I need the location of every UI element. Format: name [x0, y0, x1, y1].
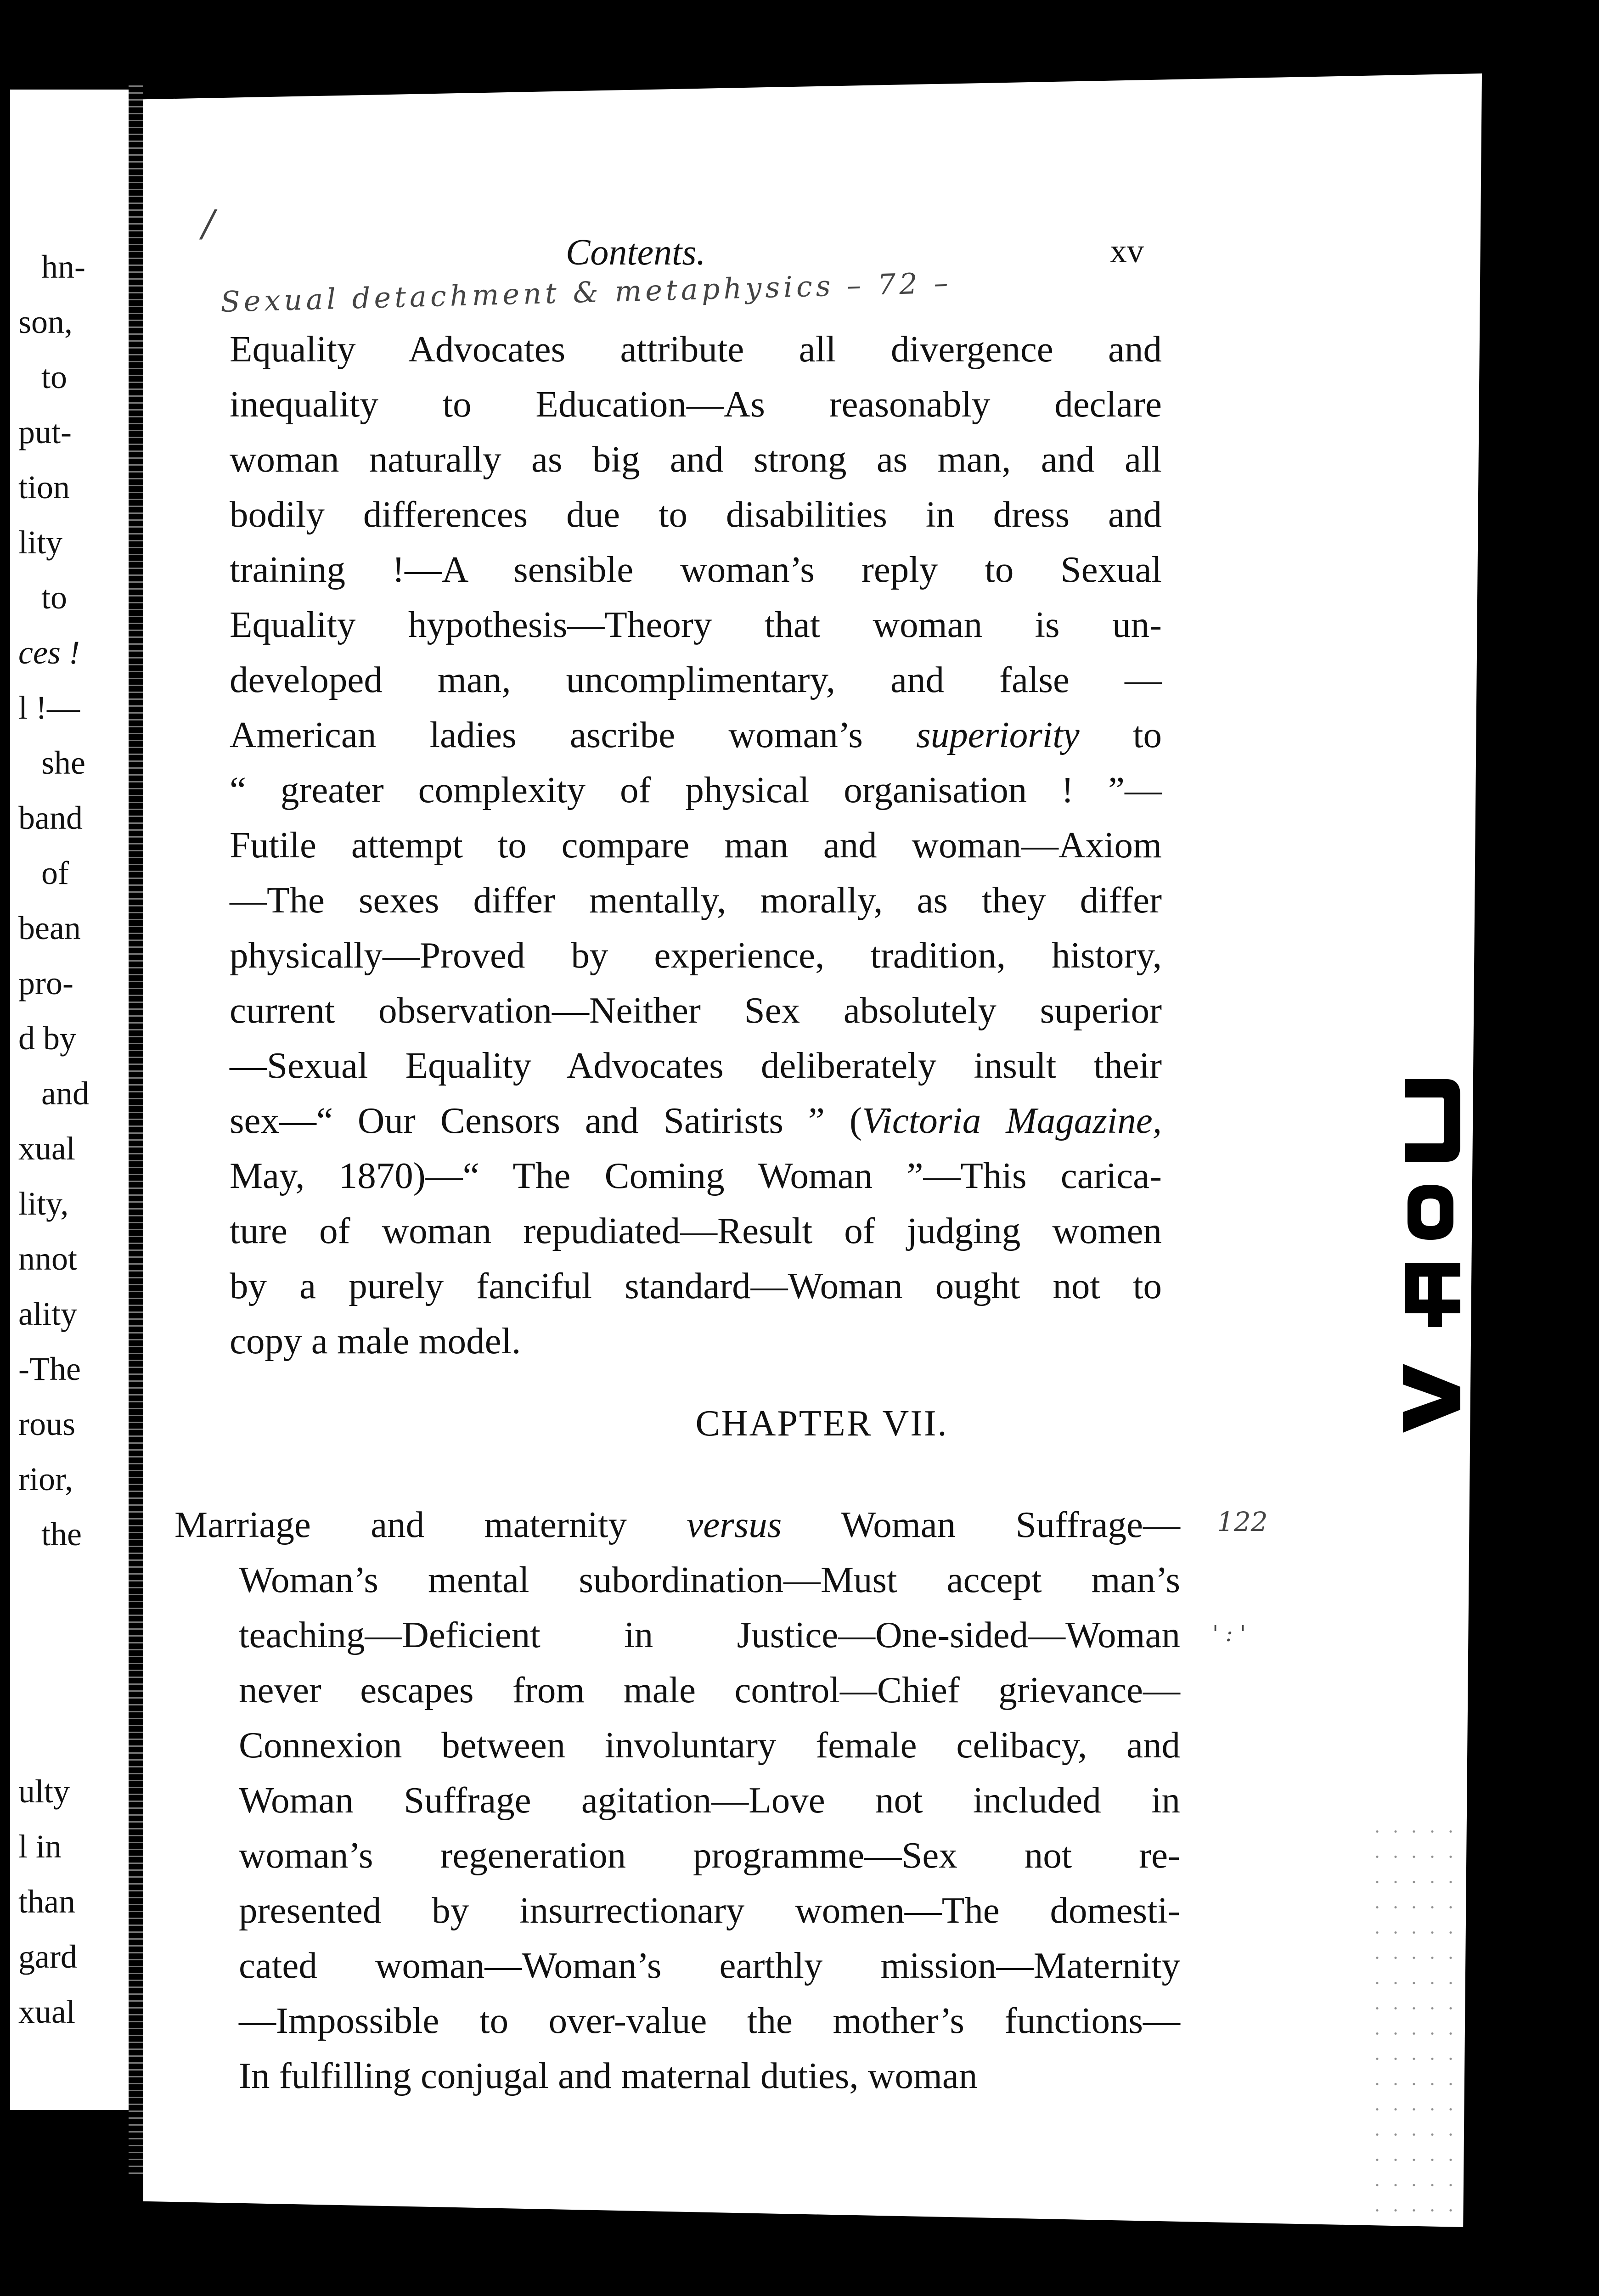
facing-page-fragment: the: [41, 1516, 82, 1553]
library-stamp: [1396, 1070, 1465, 1483]
facing-page-fragment: of: [41, 855, 69, 891]
facing-page-fragment: gard: [18, 1938, 77, 1975]
text-line: May, 1870)—“ The Coming Woman ”—This carica-: [230, 1155, 1162, 1196]
text-line: Woman Suffrage agitation—Love not included in: [239, 1779, 1180, 1821]
facing-page-fragment: ulty: [18, 1773, 70, 1810]
text-line: inequality to Education—As reasonably declare: [230, 383, 1162, 425]
book-gutter: [129, 83, 143, 2177]
text-line: [230, 1093, 1162, 1148]
facing-page-fragment: she: [41, 744, 85, 781]
text-line: woman naturally as big and strong as man, and all: [230, 439, 1162, 480]
facing-page-fragment: d by: [18, 1020, 76, 1057]
text-line: Futile attempt to compare man and woman—Axiom: [230, 824, 1162, 866]
facing-page-fragment: and: [41, 1075, 89, 1112]
facing-page-fragment: tion: [18, 469, 70, 506]
facing-page-fragment: band: [18, 799, 83, 836]
text-line: [175, 1497, 1180, 1552]
facing-page-fragment: nnot: [18, 1240, 78, 1277]
text-line: In fulfilling conjugal and maternal duties, woman: [239, 2055, 978, 2096]
text-line: Connexion between involuntary female celibacy, and: [239, 1724, 1180, 1766]
facing-page-fragment: l !—: [18, 689, 80, 726]
page-edge-shadow: [0, 90, 10, 2110]
page-edge-wear: [1363, 1814, 1482, 2227]
text-line: by a purely fanciful standard—Woman ought not to: [230, 1265, 1162, 1306]
italic-run: Victoria Magazine,: [861, 1100, 1162, 1141]
text-run: American ladies ascribe woman’s: [230, 714, 917, 755]
text-line: Woman’s mental subordination—Must accept man’s: [239, 1559, 1180, 1600]
text-line: woman’s regeneration programme—Sex not re-: [239, 1835, 1180, 1876]
facing-page-fragment: to: [41, 359, 68, 395]
pencil-tick-mark: /: [202, 202, 214, 245]
text-line: developed man, uncomplimentary, and false —: [230, 659, 1162, 700]
pencil-page-reference: 122: [1217, 1506, 1268, 1537]
text-run: Woman Suffrage—: [782, 1504, 1180, 1545]
text-line: —Impossible to over-value the mother’s functions—: [239, 2000, 1180, 2041]
facing-page-fragment: lity: [18, 524, 63, 561]
text-run: sex—“ Our Censors and Satirists ” (: [230, 1100, 862, 1141]
running-title: Contents.: [566, 232, 706, 273]
facing-page-fragment: -The: [18, 1351, 81, 1387]
facing-page-fragment: l in: [18, 1828, 62, 1865]
facing-page-fragment: than: [18, 1883, 75, 1920]
italic-run: superiority: [916, 714, 1080, 755]
facing-page-fragment: bean: [18, 910, 81, 946]
text-line: current observation—Neither Sex absolutely superior: [230, 990, 1162, 1031]
facing-page-strip: [0, 90, 129, 2110]
facing-page-fragment: to: [41, 579, 68, 616]
text-run: Marriage and maternity: [175, 1504, 687, 1545]
contents-paragraph-chapter-vi: [230, 321, 1162, 1368]
text-line: bodily differences due to disabilities in dress and: [230, 494, 1162, 535]
facing-page-fragment: ces !: [18, 634, 80, 671]
text-line: [230, 707, 1162, 762]
text-run: to: [1079, 714, 1162, 755]
page-number: xv: [1110, 232, 1144, 270]
text-line: presented by insurrectionary women—The domesti-: [239, 1890, 1180, 1931]
text-line: copy a male model.: [230, 1320, 521, 1362]
text-line: Equality hypothesis—Theory that woman is un-: [230, 604, 1162, 645]
text-line: ture of woman repudiated—Result of judging women: [230, 1210, 1162, 1251]
pencil-annotation-top: Sexual detachment & metaphysics – 72 –: [220, 266, 952, 319]
text-line: —The sexes differ mentally, morally, as they differ: [230, 879, 1162, 921]
facing-page-fragment: rous: [18, 1406, 75, 1442]
text-line: —Sexual Equality Advocates deliberately insult their: [230, 1045, 1162, 1086]
facing-page-fragment: xual: [18, 1130, 75, 1167]
facing-page-fragment: xual: [18, 1993, 75, 2030]
text-line: “ greater complexity of physical organisation ! ”—: [230, 769, 1162, 810]
chapter-heading: CHAPTER VII.: [695, 1403, 948, 1444]
facing-page-fragment: hn-: [41, 248, 85, 285]
facing-page-fragment: son,: [18, 304, 73, 340]
text-line: teaching—Deficient in Justice—One-sided—Woman: [239, 1614, 1180, 1655]
contents-paragraph-chapter-vii: [175, 1497, 1180, 2103]
facing-page-fragment: rior,: [18, 1461, 73, 1497]
italic-run: versus: [687, 1504, 782, 1545]
text-line: never escapes from male control—Chief grievance—: [239, 1669, 1180, 1711]
facing-page-fragment: lity,: [18, 1185, 69, 1222]
facing-page-fragment: ality: [18, 1295, 77, 1332]
text-line: physically—Proved by experience, tradition, history,: [230, 934, 1162, 976]
pencil-margin-mark: ' : ': [1212, 1621, 1246, 1647]
text-line: training !—A sensible woman’s reply to Sexual: [230, 549, 1162, 590]
text-line: Equality Advocates attribute all divergence and: [230, 328, 1162, 370]
facing-page-fragment: put-: [18, 414, 72, 450]
text-line: cated woman—Woman’s earthly mission—Maternity: [239, 1945, 1180, 1986]
facing-page-fragment: pro-: [18, 965, 73, 1002]
